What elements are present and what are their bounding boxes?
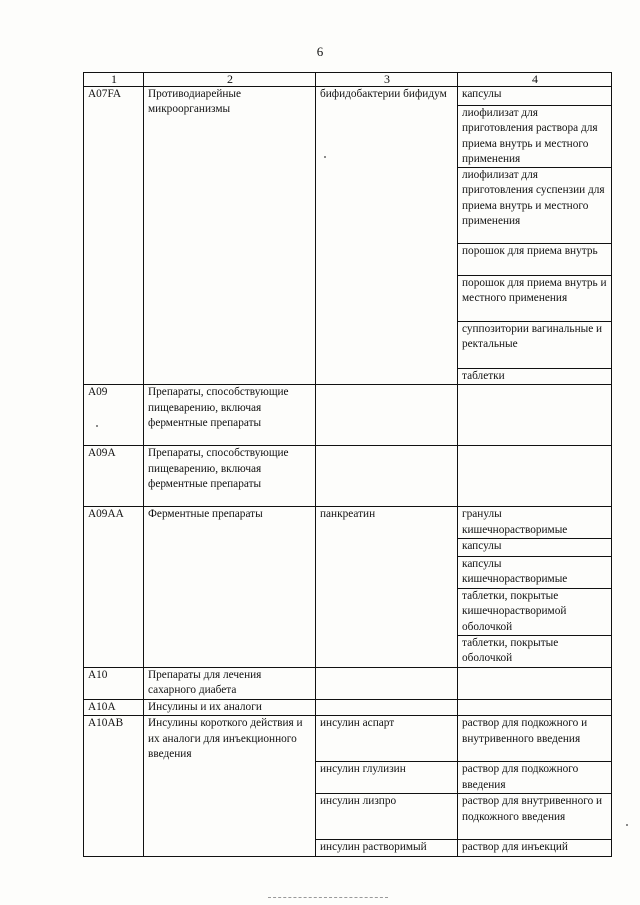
table-row: [84, 87, 612, 106]
group-cell: Инсулины короткого действия и их аналоги для инъекционного введения: [144, 716, 316, 856]
atc-code-cell: A09: [84, 385, 144, 446]
dosage-form-cell: лиофилизат для приготовления суспензии для приема внутрь и местного применения: [458, 168, 612, 244]
table-row: [84, 385, 612, 446]
dosage-form-cell: капсулы: [458, 539, 612, 557]
table-row: [84, 507, 612, 539]
dosage-form-cell: капсулы: [458, 87, 612, 106]
dosage-form-cell: [458, 385, 612, 446]
dosage-form-cell: [458, 446, 612, 507]
scan-edge-mark: [268, 897, 388, 900]
scan-speck: [324, 156, 326, 158]
table-row: [84, 667, 612, 699]
drug-cell: [316, 667, 458, 699]
column-header-4: 4: [458, 73, 612, 87]
atc-code-cell: A07FA: [84, 87, 144, 385]
medicines-table: [83, 72, 612, 857]
atc-code-cell: A10: [84, 667, 144, 699]
dosage-form-cell: таблетки, покрытые оболочкой: [458, 635, 612, 667]
dosage-form-cell: раствор для внутривенного и подкожного введения: [458, 794, 612, 840]
table-row: [84, 716, 612, 762]
page-number: 6: [316, 44, 324, 59]
drug-cell: инсулин глулизин: [316, 762, 458, 794]
group-cell: Ферментные препараты: [144, 507, 316, 667]
dosage-form-cell: порошок для приема внутрь: [458, 244, 612, 276]
dosage-form-cell: суппозитории вагинальные и ректальные: [458, 322, 612, 369]
group-cell: Препараты для лечения сахарного диабета: [144, 667, 316, 699]
dosage-form-cell: гранулы кишечнорастворимые: [458, 507, 612, 539]
drug-cell: панкреатин: [316, 507, 458, 667]
column-header-2: 2: [144, 73, 316, 87]
atc-code-cell: A10A: [84, 699, 144, 715]
table-row: [84, 699, 612, 715]
group-cell: Противодиарейные микроорганизмы: [144, 87, 316, 385]
dosage-form-cell: раствор для подкожного введения: [458, 762, 612, 794]
column-header-3: 3: [316, 73, 458, 87]
dosage-form-cell: лиофилизат для приготовления раствора для приема внутрь и местного применения: [458, 106, 612, 168]
dosage-form-cell: раствор для инъекций: [458, 840, 612, 856]
dosage-form-cell: [458, 699, 612, 715]
dosage-form-cell: таблетки: [458, 369, 612, 385]
dosage-form-cell: таблетки, покрытые кишечнорастворимой оболочкой: [458, 589, 612, 636]
scan-speck: [626, 824, 628, 826]
atc-code-cell: A09AA: [84, 507, 144, 667]
atc-code-cell: A09A: [84, 446, 144, 507]
drug-cell: бифидобактерии бифидум: [316, 87, 458, 385]
dosage-form-cell: [458, 667, 612, 699]
drug-cell: инсулин лизпро: [316, 794, 458, 840]
column-header-1: 1: [84, 73, 144, 87]
drug-cell: инсулин растворимый: [316, 840, 458, 856]
table-header-row: [84, 73, 612, 87]
drug-cell: [316, 385, 458, 446]
drug-cell: [316, 699, 458, 715]
scan-speck: [96, 425, 98, 427]
group-cell: Инсулины и их аналоги: [144, 699, 316, 715]
dosage-form-cell: порошок для приема внутрь и местного применения: [458, 276, 612, 322]
group-cell: Препараты, способствующие пищеварению, включая ферментные препараты: [144, 446, 316, 507]
dosage-form-cell: капсулы кишечнорастворимые: [458, 557, 612, 589]
group-cell: Препараты, способствующие пищеварению, включая ферментные препараты: [144, 385, 316, 446]
dosage-form-cell: раствор для подкожного и внутривенного введения: [458, 716, 612, 762]
drug-cell: [316, 446, 458, 507]
table-row: [84, 446, 612, 507]
drug-cell: инсулин аспарт: [316, 716, 458, 762]
atc-code-cell: A10AB: [84, 716, 144, 856]
